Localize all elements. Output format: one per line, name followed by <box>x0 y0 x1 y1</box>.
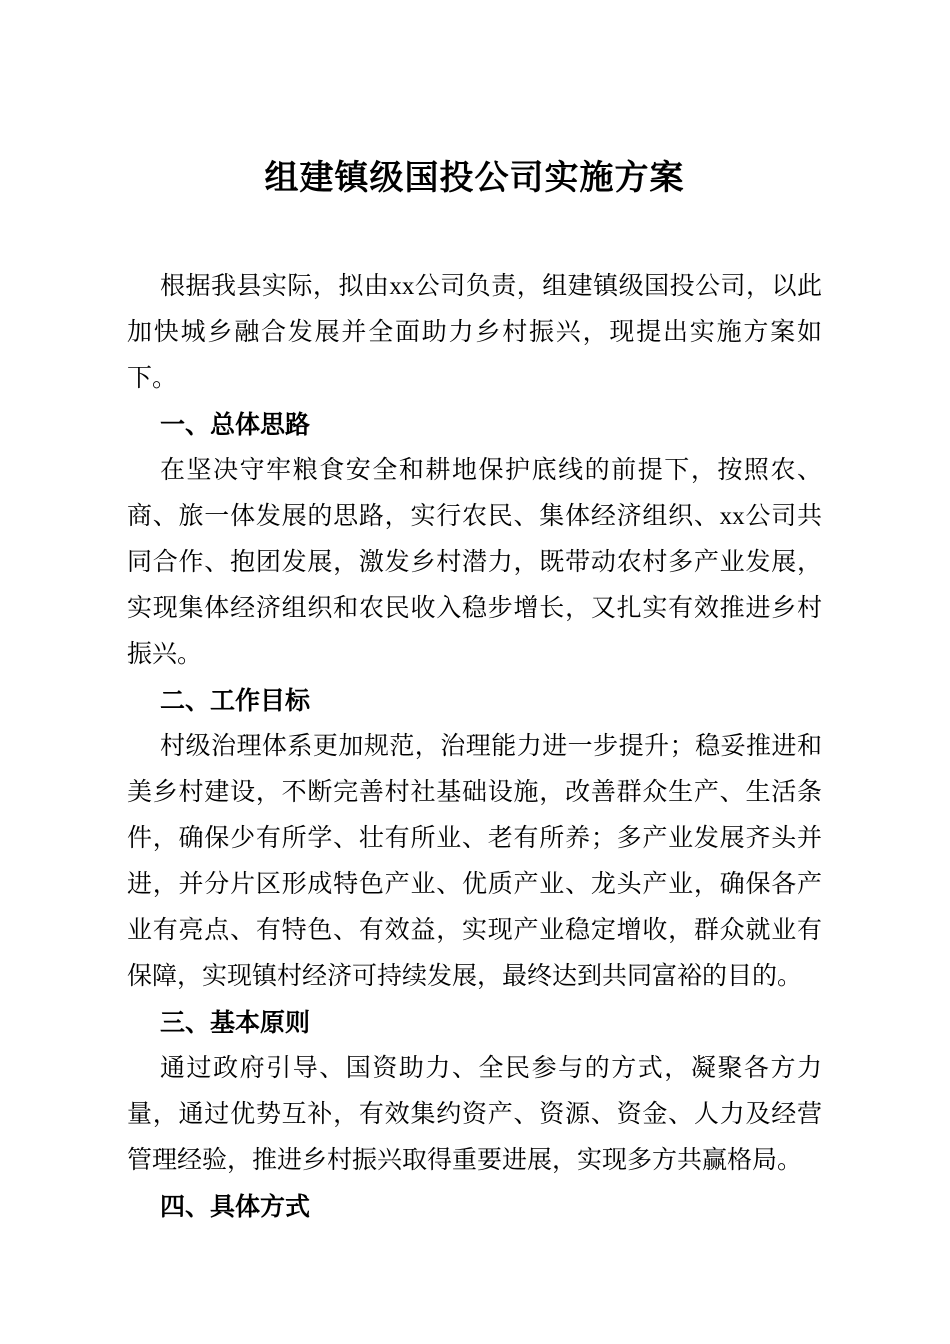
paragraph-basic-principles: 通过政府引导、国资助力、全民参与的方式，凝聚各方力量，通过优势互补，有效集约资产、资源、资金、人力及经营管理经验，推进乡村振兴取得重要进展，实现多方共赢格局。 <box>127 1055 822 1174</box>
heading-specific-methods: 四、具体方式 <box>160 1193 311 1221</box>
heading-work-goals: 二、工作目标 <box>160 687 311 715</box>
document-title: 组建镇级国投公司实施方案 <box>264 159 685 197</box>
heading-basic-principles: 三、基本原则 <box>160 1009 311 1037</box>
paragraph-work-goals: 村级治理体系更加规范，治理能力进一步提升；稳妥推进和美乡村建设，不断完善村社基础设施，改善群众生产、生活条件，确保少有所学、壮有所业、老有所养；多产业发展齐头并进，并分片区形成特色产业、优质产业、龙头产业，确保各产业有亮点、有特色、有效益，实现产业稳定增收，群众就业有保障，实现镇村经济可持续发展，最终达到共同富裕的目的。 <box>127 733 822 990</box>
paragraph-overall-approach: 在坚决守牢粮食安全和耕地保护底线的前提下，按照农、商、旅一体发展的思路，实行农民、集体经济组织、xx公司共同合作、抱团发展，激发乡村潜力，既带动农村多产业发展，实现集体经济组织和农民收入稳步增长，又扎实有效推进乡村振兴。 <box>127 457 822 668</box>
intro-paragraph: 根据我县实际，拟由xx公司负责，组建镇级国投公司，以此加快城乡融合发展并全面助力乡村振兴，现提出实施方案如下。 <box>127 273 822 392</box>
heading-overall-approach: 一、总体思路 <box>160 411 311 439</box>
